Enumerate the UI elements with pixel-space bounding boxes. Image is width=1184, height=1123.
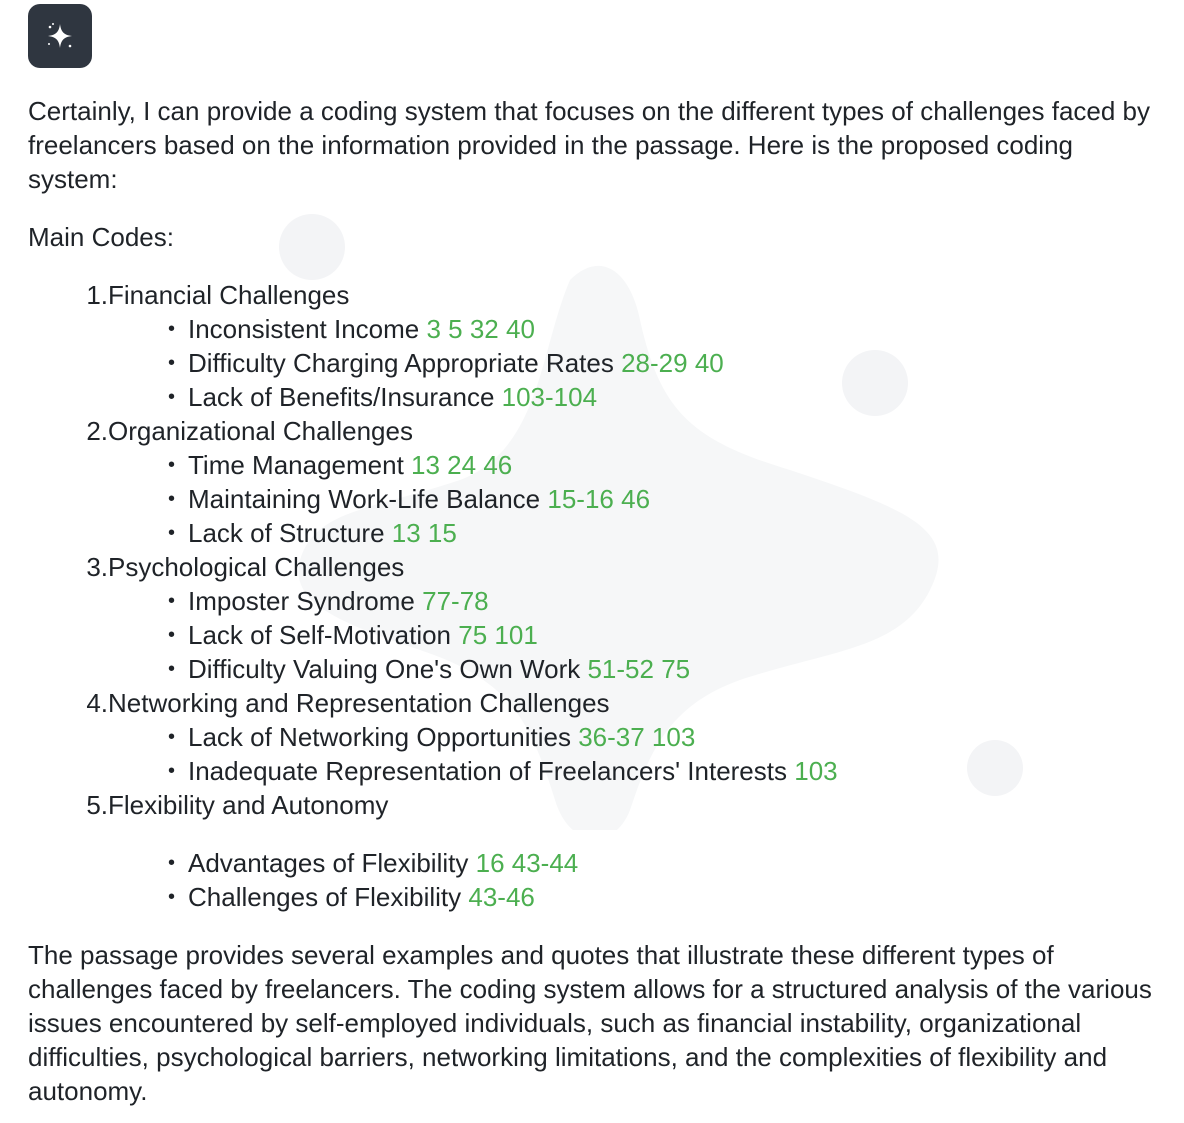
- subcode-item: [108, 720, 1148, 754]
- subcode-list: [108, 720, 1148, 788]
- bullet: •: [168, 658, 176, 680]
- line-references: 75 101: [458, 620, 538, 650]
- code-title: Organizational Challenges: [108, 416, 413, 446]
- line-references: 3 5 32 40: [426, 314, 535, 344]
- subcode-item: [108, 846, 1148, 880]
- subcode-label: Lack of Structure: [188, 518, 385, 548]
- subcode-item: [108, 618, 1148, 652]
- intro-paragraph: Certainly, I can provide a coding system that focuses on the different types of challenges faced by freelancers based on the information provided in the passage. Here is the proposed coding system:: [28, 96, 1151, 194]
- subcode-item: [108, 584, 1148, 618]
- line-references: 36-37 103: [578, 722, 696, 752]
- subcode-item: [108, 346, 1148, 380]
- code-number: 1.: [86, 280, 108, 310]
- subcode-label: Lack of Networking Opportunities: [188, 722, 571, 752]
- code-title: Psychological Challenges: [108, 552, 405, 582]
- bullet: •: [168, 852, 176, 874]
- subcode-label: Inconsistent Income: [188, 314, 420, 344]
- bullet: •: [168, 488, 176, 510]
- subcode-item: [108, 516, 1148, 550]
- bullet: •: [168, 590, 176, 612]
- code-item-organizational: [28, 414, 1148, 550]
- subcode-item: [108, 482, 1148, 516]
- subcode-list: [108, 846, 1148, 914]
- subcode-label: Inadequate Representation of Freelancers' Interests: [188, 756, 787, 786]
- main-codes-list: [28, 278, 1148, 914]
- code-title: Flexibility and Autonomy: [108, 790, 389, 820]
- line-references: 103-104: [501, 382, 598, 412]
- code-item-flexibility: [28, 788, 1148, 914]
- subcode-label: Maintaining Work-Life Balance: [188, 484, 541, 514]
- bullet: •: [168, 726, 176, 748]
- code-number: 4.: [86, 688, 108, 718]
- bullet: •: [168, 886, 176, 908]
- sparkle-star-icon: [42, 18, 78, 54]
- bullet: •: [168, 454, 176, 476]
- code-title: Networking and Representation Challenges: [108, 688, 610, 718]
- subcode-label: Imposter Syndrome: [188, 586, 415, 616]
- line-references: 51-52 75: [587, 654, 691, 684]
- subcode-item: [108, 312, 1148, 346]
- bullet: •: [168, 318, 176, 340]
- subcode-label: Lack of Self-Motivation: [188, 620, 452, 650]
- subcode-list: [108, 448, 1148, 550]
- subcode-item: [108, 448, 1148, 482]
- subcode-item: [108, 880, 1148, 914]
- subcode-item: [108, 652, 1148, 686]
- line-references: 15-16 46: [547, 484, 651, 514]
- code-number: 2.: [86, 416, 108, 446]
- subcode-label: Challenges of Flexibility: [188, 882, 462, 912]
- line-references: 43-46: [468, 882, 535, 912]
- code-item-psychological: [28, 550, 1148, 686]
- subcode-label: Time Management: [188, 450, 404, 480]
- code-title: Financial Challenges: [108, 280, 350, 310]
- line-references: 77-78: [422, 586, 489, 616]
- code-number: 5.: [86, 790, 108, 820]
- bullet: •: [168, 522, 176, 544]
- bullet: •: [168, 760, 176, 782]
- bullet: •: [168, 352, 176, 374]
- line-references: 13 24 46: [411, 450, 513, 480]
- subcode-list: [108, 312, 1148, 414]
- subcode-item: [108, 754, 1148, 788]
- code-number: 3.: [86, 552, 108, 582]
- subcode-item: [108, 380, 1148, 414]
- outro-paragraph: The passage provides several examples and quotes that illustrate these different types of challenges faced by freelancers. The coding system allows for a structured analysis of the various issues encountered by self-employed individuals, such as financial instability, organizational difficulties, psychological barriers, networking limitations, and the complexities of flexibility and autonomy.: [28, 940, 1152, 1106]
- main-codes-heading: Main Codes:: [28, 222, 174, 252]
- subcode-label: Difficulty Valuing One's Own Work: [188, 654, 581, 684]
- subcode-label: Difficulty Charging Appropriate Rates: [188, 348, 614, 378]
- code-item-networking: [28, 686, 1148, 788]
- line-references: 28-29 40: [621, 348, 724, 378]
- subcode-label: Lack of Benefits/Insurance: [188, 382, 495, 412]
- code-item-financial: [28, 278, 1148, 414]
- bullet: •: [168, 624, 176, 646]
- bullet: •: [168, 386, 176, 408]
- assistant-avatar: [28, 4, 92, 68]
- subcode-list: [108, 584, 1148, 686]
- subcode-label: Advantages of Flexibility: [188, 848, 469, 878]
- line-references: 13 15: [391, 518, 457, 548]
- line-references: 103: [794, 756, 838, 786]
- line-references: 16 43-44: [475, 848, 579, 878]
